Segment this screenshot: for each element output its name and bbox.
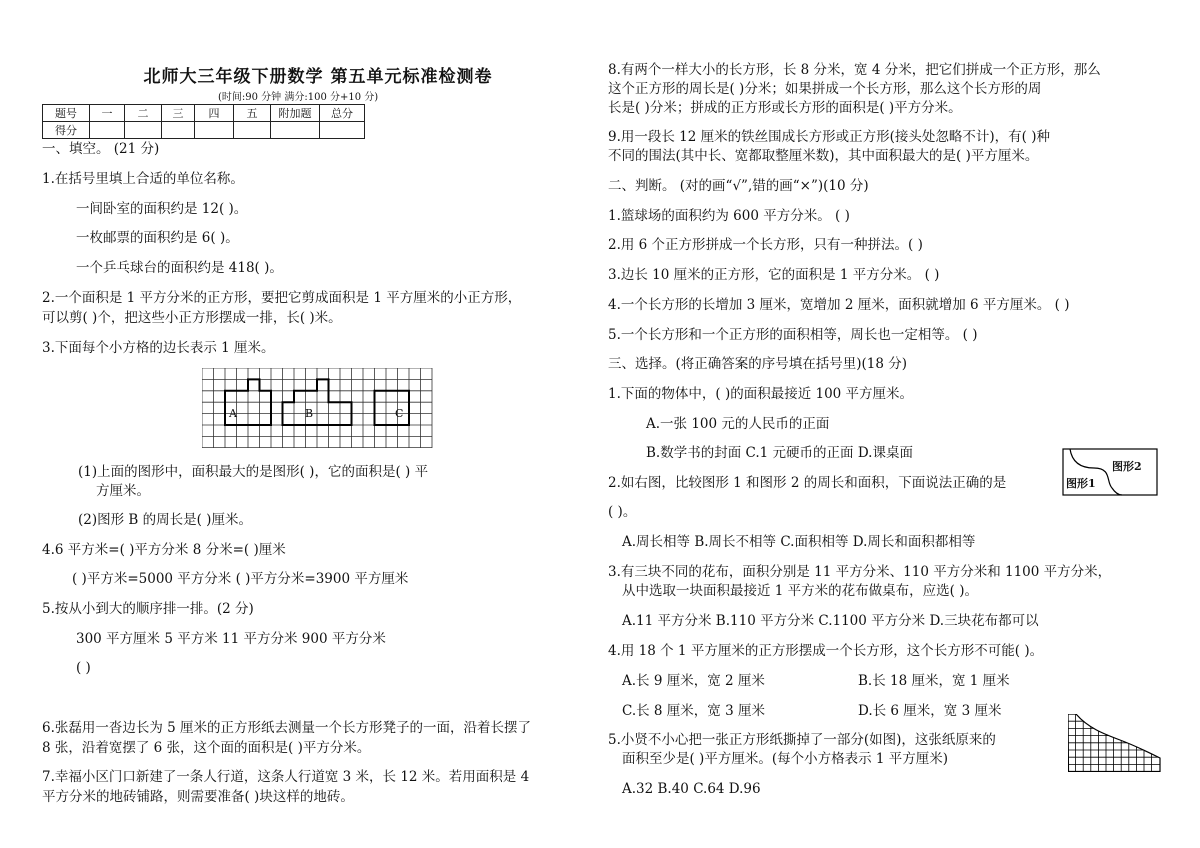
question-1c: 一个乒乓球台的面积约是 418( )。 xyxy=(76,260,283,276)
question-1b: 一枚邮票的面积约是 6( )。 xyxy=(76,230,239,246)
choice-4-option-d: D.长 6 厘米，宽 3 厘米 xyxy=(858,703,1002,719)
choice-5-line2: 面积至少是( )平方厘米。(每个小方格表示 1 平方厘米) xyxy=(622,751,949,767)
question-8-line2: 这个正方形的周长是( )分米；如果拼成一个长方形，那么这个长方形的周 xyxy=(608,81,1042,97)
table-cell: 五 xyxy=(234,105,271,122)
question-3-part2: (2)图形 B 的周长是( )厘米。 xyxy=(78,512,252,528)
question-5: 5.按从小到大的顺序排一排。(2 分) xyxy=(42,601,254,617)
question-8-line1: 8.有两个一样大小的长方形，长 8 分米，宽 4 分米，把它们拼成一个正方形，那么 xyxy=(608,62,1101,78)
score-cell[interactable] xyxy=(271,122,320,139)
grid-figure xyxy=(202,368,434,452)
section-heading-judge: 二、判断。 (对的画“√”,错的画“×”)(10 分) xyxy=(608,178,869,194)
question-9-line1: 9.用一段长 12 厘米的铁丝围成长方形或正方形(接头处忽略不计)，有( )种 xyxy=(608,129,1050,145)
score-cell[interactable] xyxy=(234,122,271,139)
question-8-line3: 长是( )分米；拼成的正方形或长方形的面积是( )平方分米。 xyxy=(608,100,962,116)
table-cell: 题号 xyxy=(43,105,90,122)
question-7-line2: 平方分米的地砖铺路，则需要准备( )块这样的地砖。 xyxy=(42,789,354,805)
score-cell[interactable] xyxy=(320,122,365,139)
section-heading-choice: 三、选择。(将正确答案的序号填在括号里)(18 分) xyxy=(608,356,908,372)
shape-1-label: 图形1 xyxy=(1066,477,1096,490)
choice-3-line2: 从中选取一块面积最接近 1 平方米的花布做桌布，应选( )。 xyxy=(622,583,978,599)
question-5-items: 300 平方厘米 5 平方米 11 平方分米 900 平方分米 xyxy=(76,631,386,647)
choice-5-line1: 5.小贤不小心把一张正方形纸撕掉了一部分(如图)，这张纸原来的 xyxy=(608,732,996,748)
choice-1-options: B.数学书的封面 C.1 元硬币的正面 D.课桌面 xyxy=(646,445,913,461)
question-3: 3.下面每个小方格的边长表示 1 厘米。 xyxy=(42,340,275,356)
question-2-line2: 可以剪( )个，把这些小正方形摆成一排，长( )米。 xyxy=(42,310,342,326)
question-9-line2: 不同的围法(其中长、宽都取整厘米数)，其中面积最大的是( )平方厘米。 xyxy=(608,148,1039,164)
question-5-answer-blank[interactable]: ( ) xyxy=(76,660,91,676)
table-cell: 总分 xyxy=(320,105,365,122)
question-3-part1-line2: 方厘米。 xyxy=(96,483,150,499)
section-heading-fill: 一、填空。 (21 分) xyxy=(42,141,160,157)
table-cell: 附加题 xyxy=(271,105,320,122)
table-cell: 得分 xyxy=(43,122,90,139)
judge-1: 1.篮球场的面积约为 600 平方分米。 ( ) xyxy=(608,208,850,224)
score-table xyxy=(42,104,365,139)
table-cell: 四 xyxy=(195,105,234,122)
table-cell: 三 xyxy=(162,105,195,122)
choice-2-options: A.周长相等 B.周长不相等 C.面积相等 D.周长和面积都相等 xyxy=(622,534,976,550)
score-cell[interactable] xyxy=(195,122,234,139)
choice-2-line1: 2.如右图，比较图形 1 和图形 2 的周长和面积，下面说法正确的是 xyxy=(608,475,1007,491)
torn-paper-figure xyxy=(1068,714,1162,776)
table-cell: 二 xyxy=(125,105,162,122)
score-table-score-row xyxy=(43,122,365,139)
question-6-line2: 8 张，沿着宽摆了 6 张，这个面的面积是( )平方分米。 xyxy=(42,740,371,756)
shapes-figure xyxy=(1062,448,1158,500)
judge-3: 3.边长 10 厘米的正方形，它的面积是 1 平方分米。 ( ) xyxy=(608,267,940,283)
question-1: 1.在括号里填上合适的单位名称。 xyxy=(42,171,244,187)
question-1a: 一间卧室的面积约是 12( )。 xyxy=(76,201,248,217)
question-4-line1: 4.6 平方米=( )平方分米 8 分米=( )厘米 xyxy=(42,542,286,558)
judge-5: 5.一个长方形和一个正方形的面积相等，周长也一定相等。 ( ) xyxy=(608,327,978,343)
choice-3-line1: 3.有三块不同的花布，面积分别是 11 平方分米、110 平方分米和 1100 平方分米， xyxy=(608,564,1112,580)
figure-c-label: C xyxy=(395,407,404,420)
judge-4: 4.一个长方形的长增加 3 厘米，宽增加 2 厘米，面积就增加 6 平方厘米。 ( ) xyxy=(608,297,1070,313)
table-cell: 一 xyxy=(90,105,125,122)
choice-4: 4.用 18 个 1 平方厘米的正方形摆成一个长方形，这个长方形不可能( )。 xyxy=(608,643,1044,659)
choice-4-option-c: C.长 8 厘米，宽 3 厘米 xyxy=(622,703,765,719)
page-subtitle: (时间:90 分钟 满分:100 分+10 分) xyxy=(218,92,379,103)
shape-2-label: 图形2 xyxy=(1112,460,1142,473)
score-cell[interactable] xyxy=(125,122,162,139)
choice-4-option-a: A.长 9 厘米，宽 2 厘米 xyxy=(622,673,765,689)
score-cell[interactable] xyxy=(162,122,195,139)
choice-1: 1.下面的物体中，( )的面积最接近 100 平方厘米。 xyxy=(608,386,914,402)
question-7-line1: 7.幸福小区门口新建了一条人行道，这条人行道宽 3 米，长 12 米。若用面积是 4 xyxy=(42,769,530,785)
figure-a-label: A xyxy=(229,407,237,420)
question-6-line1: 6.张磊用一沓边长为 5 厘米的正方形纸去测量一个长方形凳子的一面，沿着长摆了 xyxy=(42,720,532,736)
question-2-line1: 2.一个面积是 1 平方分米的正方形，要把它剪成面积是 1 平方厘米的小正方形， xyxy=(42,290,522,306)
choice-2-line2: ( )。 xyxy=(608,504,637,520)
figure-b-label: B xyxy=(305,407,314,420)
figure-c-outline xyxy=(375,391,410,425)
page-title: 北师大三年级下册数学 第五单元标准检测卷 xyxy=(143,67,493,87)
judge-2: 2.用 6 个正方形拼成一个长方形，只有一种拼法。( ) xyxy=(608,237,923,253)
question-3-part1-line1: (1)上面的图形中，面积最大的是图形( )，它的面积是( ) 平 xyxy=(78,464,429,480)
choice-3-options: A.11 平方分米 B.110 平方分米 C.1100 平方分米 D.三块花布都可以 xyxy=(622,613,1039,629)
question-4-line2: ( )平方米=5000 平方分米 ( )平方分米=3900 平方厘米 xyxy=(72,571,409,587)
choice-5-options: A.32 B.40 C.64 D.96 xyxy=(622,781,761,797)
choice-4-option-b: B.长 18 厘米，宽 1 厘米 xyxy=(858,673,1010,689)
score-table-header-row xyxy=(43,105,365,122)
score-cell[interactable] xyxy=(90,122,125,139)
choice-1-option-a: A.一张 100 元的人民币的正面 xyxy=(646,416,830,432)
